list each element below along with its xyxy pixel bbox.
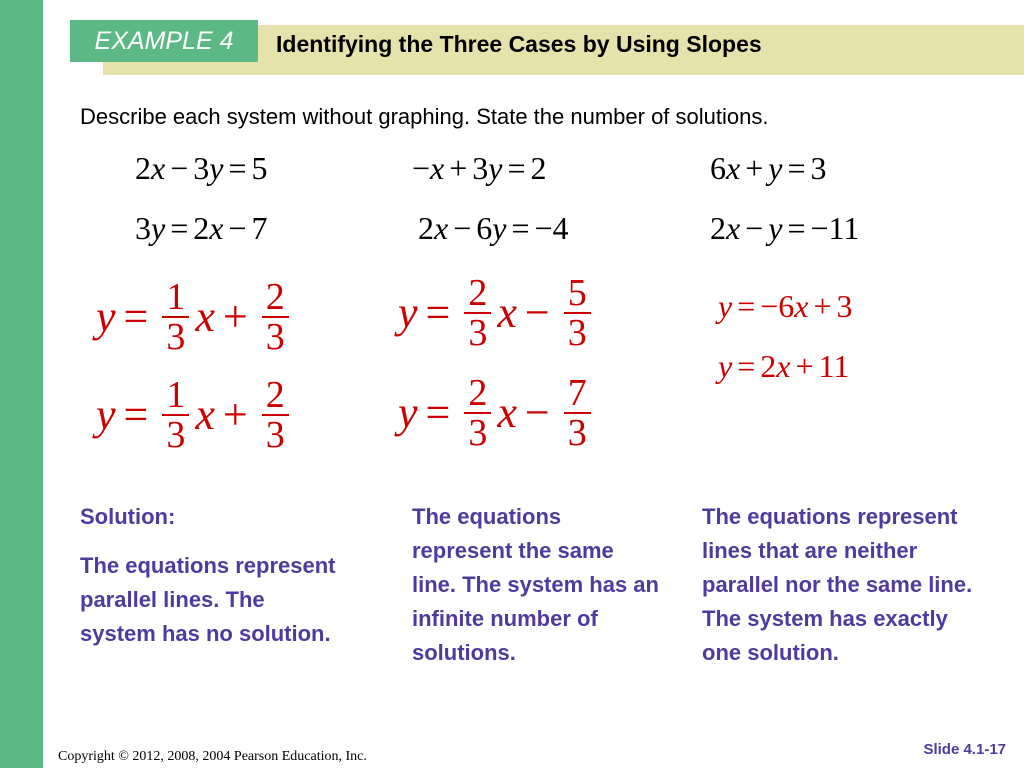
system-3-equation-1: 6x + y = 3: [710, 150, 827, 186]
answer-column-3: [702, 500, 982, 670]
fraction: $\frac{2}{3}$: [262, 376, 289, 454]
instruction-text: Describe each system without graphing. State the number of solutions.: [80, 104, 769, 129]
fraction: $\frac{5}{3}$: [564, 274, 591, 352]
solution-heading: Solution:: [80, 504, 176, 529]
system-2-equation-1: −x + 3y = 2: [412, 150, 547, 186]
fraction: $\frac{7}{3}$: [564, 374, 591, 452]
fraction: $\frac{2}{3}$: [262, 278, 289, 356]
slide-title: Identifying the Three Cases by Using Slopes: [276, 31, 762, 57]
system-2-equation-2: 2x − 6y = −4: [418, 210, 569, 246]
answer-column-1: [80, 500, 340, 651]
fraction: $\frac{1}{3}$: [162, 376, 189, 454]
system-3-slope-form-2: y = 2x + 11: [718, 348, 850, 384]
fraction: $\frac{2}{3}$: [464, 374, 491, 452]
answer-text-3: The equations represent lines that are neither parallel nor the same line. The system has exactly one solution.: [702, 504, 973, 665]
answer-text-1: The equations represent parallel lines. The system has no solution.: [80, 553, 336, 646]
answer-column-2: [412, 500, 662, 670]
copyright-notice: Copyright © 2012, 2008, 2004 Pearson Education, Inc.: [58, 749, 367, 764]
slide-number: Slide 4.1-17: [923, 741, 1006, 758]
fraction: $\frac{2}{3}$: [464, 274, 491, 352]
system-2-slope-form-2: y = $\frac{2}{3}$ x − $\frac{7}{3}$: [398, 368, 597, 458]
answer-text-2: The equations represent the same line. The system has an infinite number of solutions.: [412, 504, 659, 665]
fraction: $\frac{1}{3}$: [162, 278, 189, 356]
system-3-slope-form-1: y = −6x + 3: [718, 288, 853, 324]
system-1-slope-form-2: y = $\frac{1}{3}$ x + $\frac{2}{3}$: [96, 370, 295, 460]
system-1-equation-2: 3y = 2x − 7: [135, 210, 268, 246]
system-1-slope-form-1: y = $\frac{1}{3}$ x + $\frac{2}{3}$: [96, 272, 295, 362]
system-2-slope-form-1: y = $\frac{2}{3}$ x − $\frac{5}{3}$: [398, 268, 597, 358]
left-accent-bar: [0, 0, 43, 768]
system-1-equation-1: 2x − 3y = 5: [135, 150, 268, 186]
example-tag: EXAMPLE 4: [68, 18, 258, 62]
system-3-equation-2: 2x − y = −11: [710, 210, 860, 246]
